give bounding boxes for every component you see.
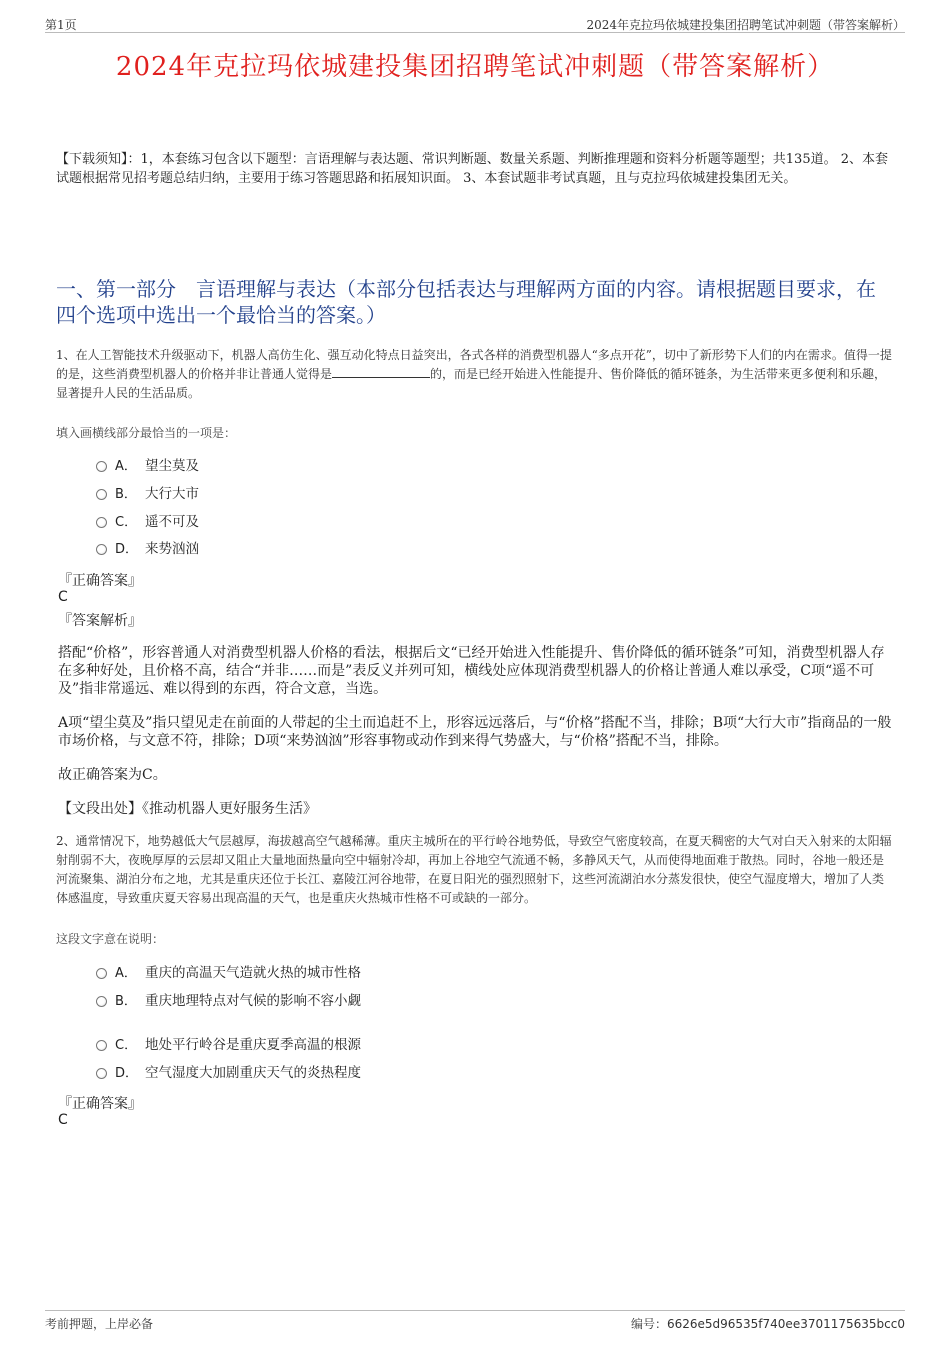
page-title: 2024年克拉玛依城建投集团招聘笔试冲刺题（带答案解析）	[115, 52, 835, 82]
analysis-paragraph-1: 搭配“价格”，形容普通人对消费型机器人价格的看法，根据后文“已经开始进入性能提升、售价降低的循环链条”可知，消费型机器人存在多种好处，且价格不高，结合“并非……而是”表反义并列可知，横线处应体现消费型机器人的价格让普通人难以承受，C项“遥不可及”指非常遥远、难以得到的东西，符合文意，当选。	[58, 645, 885, 697]
question-1-text	[56, 346, 894, 403]
question-2-prompt: 这段文字意在说明：	[56, 932, 165, 946]
page-header	[45, 14, 905, 33]
question-2-option-a[interactable]: A． 重庆的高温天气造就火热的城市性格	[96, 963, 361, 983]
radio-icon[interactable]	[96, 968, 107, 979]
download-notice: 【下载须知】：1，本套练习包含以下题型：言语理解与表达题、常识判断题、数量关系题、判断推理题和资料分析题等题型；共135道。 2、本套试题根据常见招考题总结归纳，主要用于练习答题思路和拓展知识面。 3、本套试题非考试真题，且与克拉玛依城建投集团无关。	[56, 152, 888, 186]
radio-icon[interactable]	[96, 1040, 107, 1051]
question-1-option-a[interactable]: A． 望尘莫及	[96, 456, 199, 476]
answer-label: 『正确答案』	[58, 1096, 142, 1112]
analysis-paragraph-3: 故正确答案为C。	[58, 767, 167, 783]
section-heading: 一、第一部分 言语理解与表达（本部分包括表达与理解两方面的内容。请根据题目要求，在四个选项中选出一个最恰当的答案。）	[56, 277, 876, 327]
question-2-option-c[interactable]: C． 地处平行岭谷是重庆夏季高温的根源	[96, 1035, 361, 1055]
radio-icon[interactable]	[96, 517, 107, 528]
radio-icon[interactable]	[96, 461, 107, 472]
question-2-option-b[interactable]: B． 重庆地理特点对气候的影响不容小觑	[96, 991, 361, 1011]
header-doc-title: 2024年克拉玛依城建投集团招聘笔试冲刺题（带答案解析）	[586, 18, 905, 32]
question-2-text: 2、通常情况下，地势越低大气层越厚，海拔越高空气越稀薄。重庆主城所在的平行岭谷地势低，导致空气密度较高，在夏天稠密的大气对白天入射来的太阳辐射削弱不大，夜晚厚厚的云层却又阻止大量地面热量向空中辐射冷却，再加上谷地空气流通不畅，多静风天气，从而使得地面难于散热。同时，谷地一般还是河流聚集、湖泊分布之地，尤其是重庆还位于长江、嘉陵江河谷地带，在夏日阳光的强烈照射下，这些河流湖泊水分蒸发很快，使空气湿度增大，增加了人类体感温度，导致重庆夏天容易出现高温的天气，也是重庆火热城市性格不可或缺的一部分。	[56, 834, 892, 905]
footer-doc-id: 编号：6626e5d96535f740ee3701175635bcc0	[630, 1317, 905, 1331]
radio-icon[interactable]	[96, 1068, 107, 1079]
page-footer	[45, 1310, 905, 1331]
fill-blank	[332, 365, 430, 378]
answer-label: 『正确答案』	[58, 573, 142, 589]
question-1-option-b[interactable]: B． 大行大市	[96, 484, 199, 504]
radio-icon[interactable]	[96, 544, 107, 555]
source-citation: 【文段出处】《推动机器人更好服务生活》	[58, 801, 317, 817]
question-1-option-d[interactable]: D． 来势汹汹	[96, 539, 199, 559]
question-1-option-c[interactable]: C． 遥不可及	[96, 512, 199, 532]
answer-value: C	[58, 589, 68, 605]
question-1-text-b: 的，而是已经开始进入性能提升、售价降低的循环链条，为生活带来更多便利和乐趣，显著提升人民的生活品质。	[56, 367, 887, 400]
question-2-option-d[interactable]: D． 空气湿度大加剧重庆天气的炎热程度	[96, 1063, 361, 1083]
question-1-prompt: 填入画横线部分最恰当的一项是：	[56, 426, 237, 440]
radio-icon[interactable]	[96, 996, 107, 1007]
answer-value: C	[58, 1112, 68, 1128]
analysis-label: 『答案解析』	[58, 613, 142, 629]
question-1-text-a: 1、在人工智能技术升级驱动下，机器人高仿生化、强互动化特点日益突出，各式各样的消费型机器人“多点开花”，切中了新形势下人们的内在需求。值得一提的是，这些消费型机器人的价格并非让普通人觉得是	[56, 348, 892, 381]
radio-icon[interactable]	[96, 489, 107, 500]
footer-slogan: 考前押题，上岸必备	[45, 1317, 154, 1331]
page-number: 第1页	[45, 18, 77, 32]
analysis-paragraph-2: A项“望尘莫及”指只望见走在前面的人带起的尘土而追赶不上，形容远远落后，与“价格”搭配不当，排除；B项“大行大市”指商品的一般市场价格，与文意不符，排除；D项“来势汹汹”形容事物或动作到来得气势盛大，与“价格”搭配不当，排除。	[58, 715, 892, 749]
